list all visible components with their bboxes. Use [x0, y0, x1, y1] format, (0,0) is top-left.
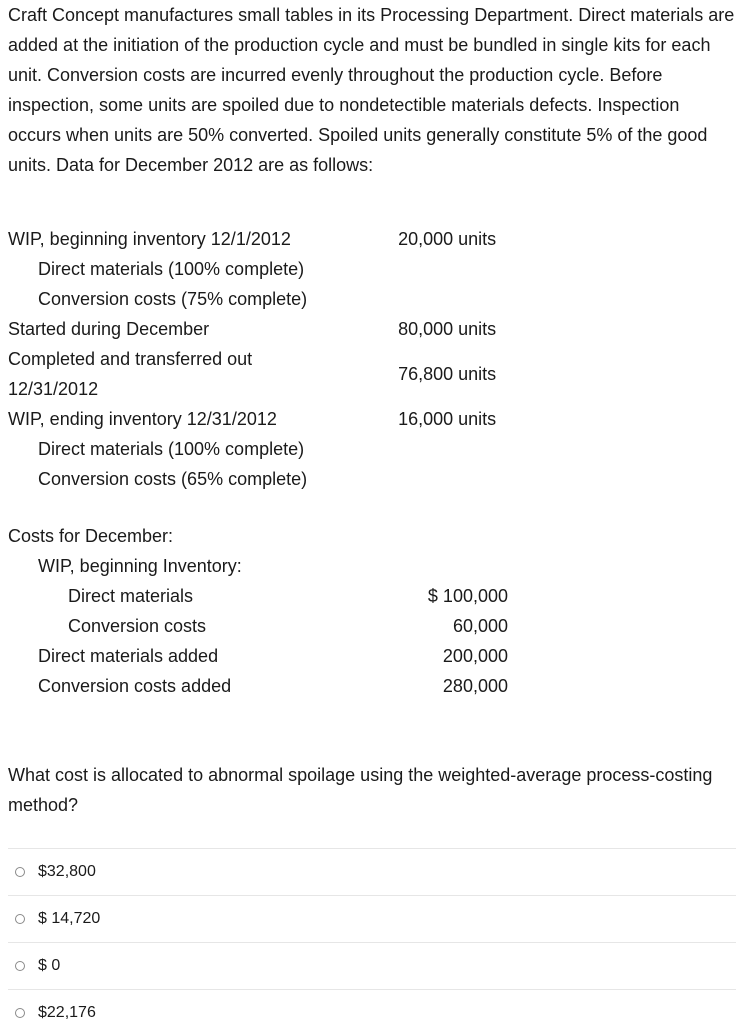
problem-description: Craft Concept manufactures small tables in its Processing Department. Direct materials are added at the initiation of the production cycle and must be bundled in single kits for each unit. Conversion costs are incurred evenly throughout the production cycle. Before inspection, some units are spoiled due to nondetectible materials defects. Inspection occurs when units are 50% converted. Spoiled units generally constitute 5% of the good units. Data for December 2012 are as follows:: [8, 5, 735, 175]
costs-heading: Costs for December:: [8, 526, 174, 546]
wip-begin-label: WIP, beginning inventory 12/1/2012: [8, 229, 291, 249]
radio-button[interactable]: [15, 867, 25, 877]
table-row: [8, 671, 508, 701]
radio-button[interactable]: [15, 914, 25, 924]
question-text: What cost is allocated to abnormal spoilage using the weighted-average process-costing method?: [8, 765, 713, 815]
costs-cc-added-value: 280,000: [442, 676, 508, 696]
costs-cc-added-label: Conversion costs added: [38, 676, 232, 696]
started-label: Started during December: [8, 319, 210, 339]
table-row: [8, 314, 508, 344]
costs-wip-begin-label: WIP, beginning Inventory:: [38, 556, 242, 576]
completed-label: [8, 344, 375, 404]
table-row: [8, 611, 508, 641]
table-row: [8, 254, 508, 284]
answer-option[interactable]: [8, 942, 736, 989]
completed-label-line1: Completed and transferred out: [8, 349, 253, 369]
dm-end-label: Direct materials (100% complete): [38, 439, 305, 459]
wip-end-units: 16,000 units: [398, 409, 497, 429]
answer-option[interactable]: [8, 989, 736, 1036]
option-label: $ 14,720: [38, 910, 101, 927]
costs-cc-label: Conversion costs: [68, 616, 207, 636]
table-row: [8, 344, 508, 404]
costs-table: [8, 521, 508, 701]
completed-label-line2: 12/31/2012: [8, 379, 99, 399]
table-row: [8, 284, 508, 314]
answer-option[interactable]: [8, 895, 736, 942]
table-row: [8, 581, 508, 611]
table-row: [8, 521, 508, 551]
started-units: 80,000 units: [398, 319, 497, 339]
costs-cc-value: 60,000: [452, 616, 508, 636]
table-row: [8, 224, 508, 254]
dm-begin-label: Direct materials (100% complete): [38, 259, 305, 279]
table-row: [8, 551, 508, 581]
costs-dm-value: $ 100,000: [427, 586, 508, 606]
costs-dm-label: Direct materials: [68, 586, 194, 606]
costs-dm-added-value: 200,000: [442, 646, 508, 666]
radio-button[interactable]: [15, 961, 25, 971]
radio-button[interactable]: [15, 1008, 25, 1018]
table-row: [8, 464, 508, 494]
answer-option[interactable]: [8, 848, 736, 895]
answer-options: [8, 848, 736, 1036]
cc-begin-label: Conversion costs (75% complete): [38, 289, 308, 309]
option-label: $32,800: [38, 863, 96, 880]
completed-units: 76,800 units: [398, 364, 497, 384]
option-label: $22,176: [38, 1004, 96, 1021]
table-row: [8, 434, 508, 464]
table-row: [8, 641, 508, 671]
units-table: [8, 224, 508, 494]
costs-dm-added-label: Direct materials added: [38, 646, 219, 666]
cc-end-label: Conversion costs (65% complete): [38, 469, 308, 489]
wip-end-label: WIP, ending inventory 12/31/2012: [8, 409, 277, 429]
option-label: $ 0: [38, 957, 61, 974]
wip-begin-units: 20,000 units: [398, 229, 497, 249]
table-row: [8, 404, 508, 434]
